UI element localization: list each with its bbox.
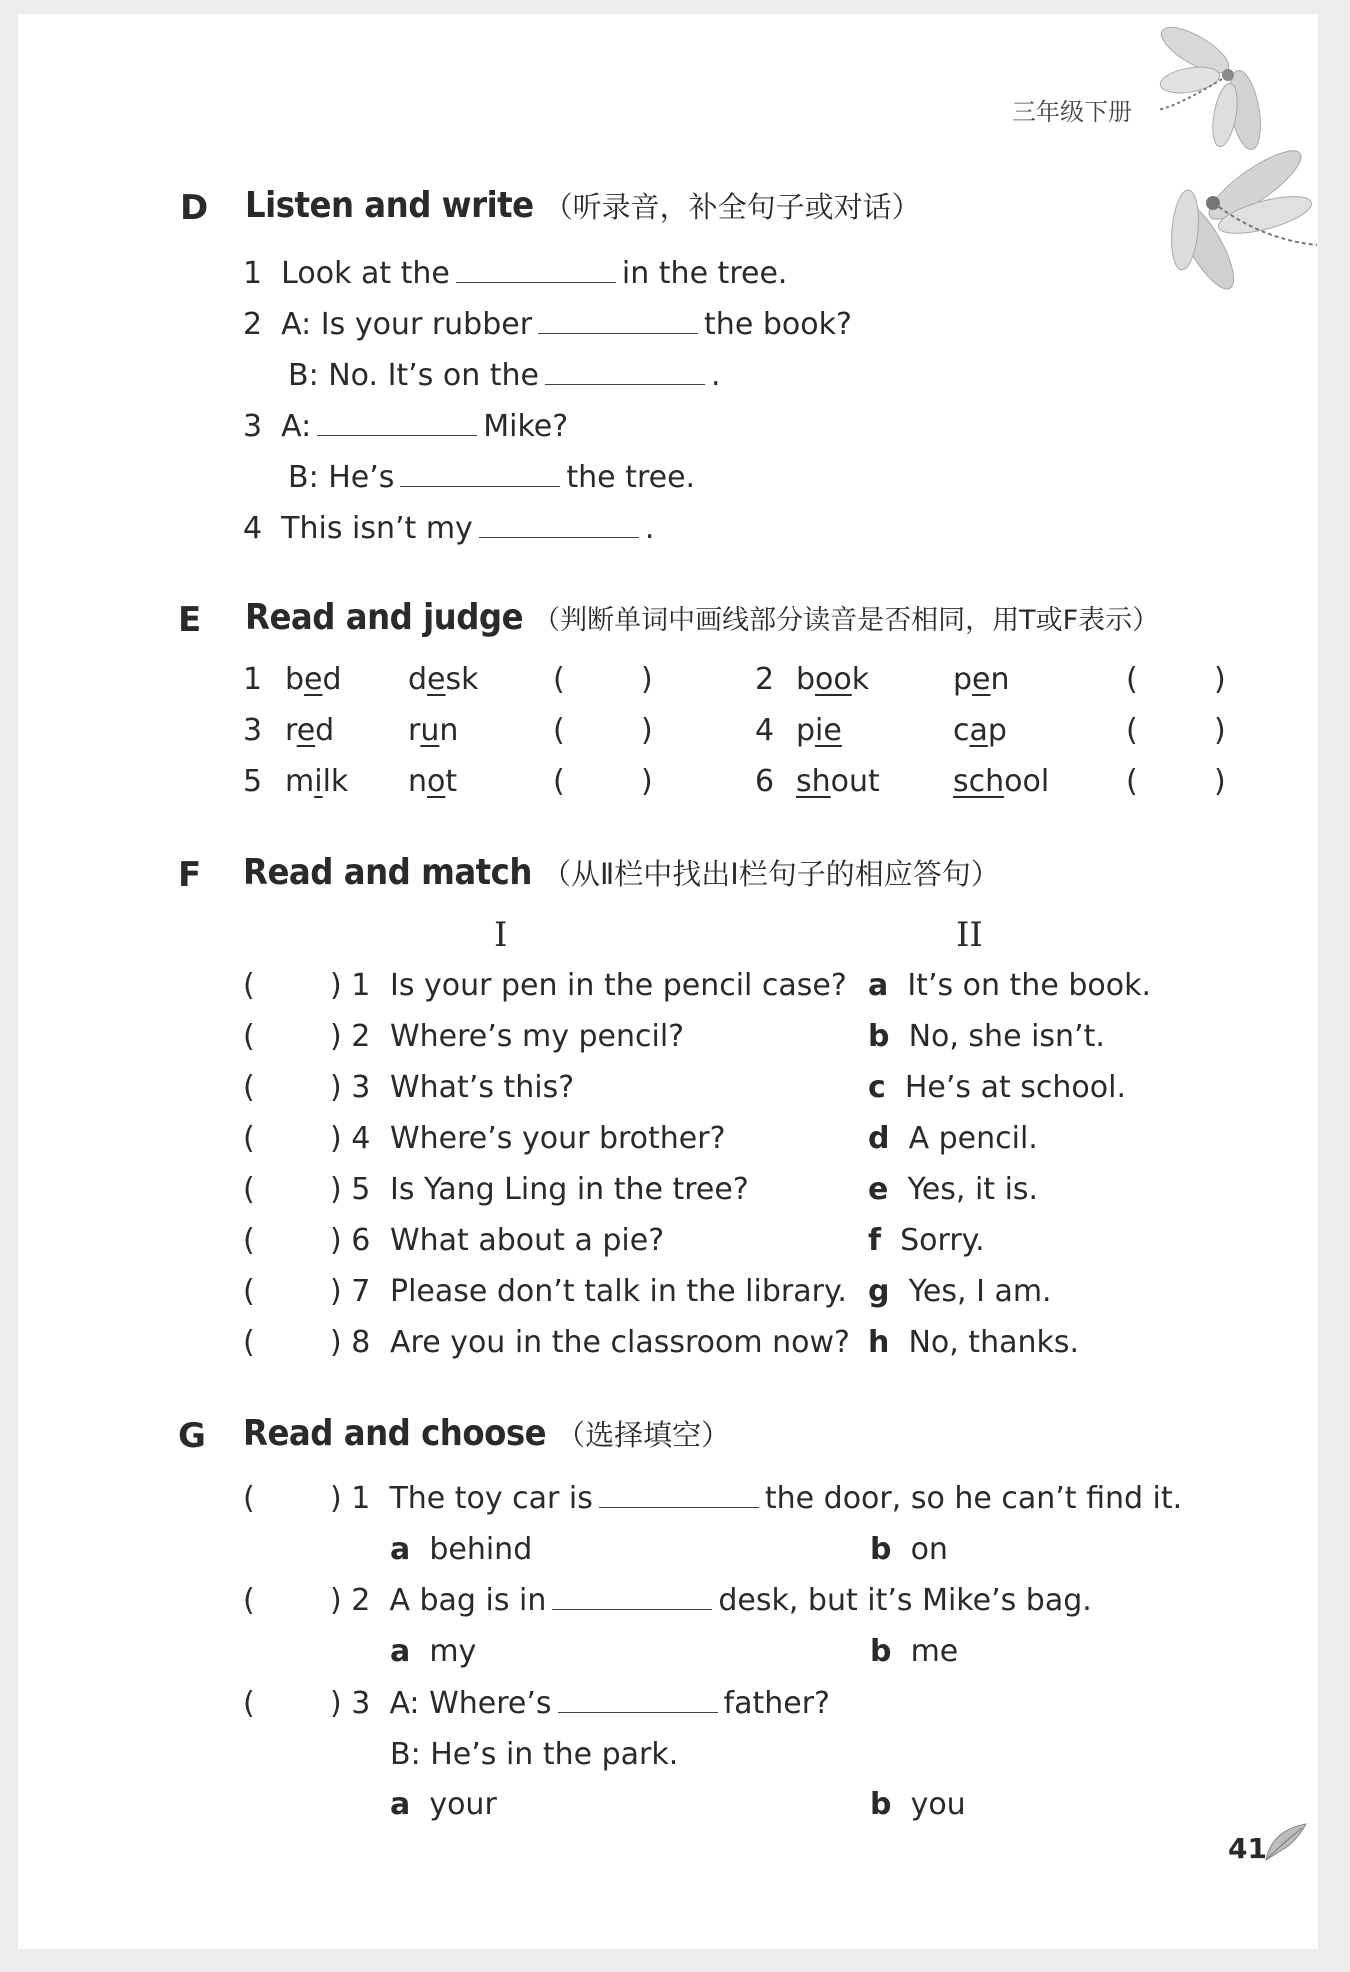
g-q3-line2: B: He’s in the park. (390, 1737, 679, 1772)
answer-blank[interactable] (400, 460, 560, 487)
item-number: 3 (351, 1686, 371, 1721)
option-text: my (429, 1634, 477, 1669)
answer-text: He’s at school. (904, 1070, 1126, 1105)
underlined-part: e (972, 662, 991, 697)
paren-close: ) (641, 662, 653, 697)
paren-open: ( (1126, 713, 1138, 748)
paren-open: ( (553, 764, 565, 799)
question-text: Please don’t talk in the library. (390, 1274, 847, 1309)
item-number: 2 (351, 1583, 371, 1618)
item-text: A: Where’s (389, 1686, 552, 1721)
word-part: n (990, 662, 1010, 697)
g-q3-option-b[interactable] (870, 1787, 966, 1822)
section-g-instruction: （选择填空） (556, 1418, 731, 1452)
judge-word-two (953, 713, 1007, 748)
match-answer-open[interactable] (243, 1274, 255, 1309)
underlined-part: sch (953, 764, 1005, 799)
item-number: 4 (755, 713, 775, 748)
underlined-part: o (427, 764, 446, 799)
answer-blank[interactable] (558, 1686, 718, 1713)
paren-open: ( (243, 1223, 255, 1258)
paren-close: ) (330, 1325, 342, 1360)
match-answer (868, 1223, 985, 1258)
match-answer-close[interactable] (330, 1019, 370, 1054)
answer-blank[interactable] (479, 511, 639, 538)
question-text: Is Yang Ling in the tree? (390, 1172, 749, 1207)
item-number: 3 (243, 713, 263, 748)
answer-blank[interactable] (545, 358, 705, 385)
answer-text: No, thanks. (908, 1325, 1080, 1360)
word-part: k (851, 662, 870, 697)
option-text: me (910, 1634, 959, 1669)
d-item-1 (243, 256, 787, 291)
judge-word-two (953, 764, 1049, 799)
paren-close: ) (1214, 713, 1226, 748)
match-answer-open[interactable] (243, 1325, 255, 1360)
answer-box-close[interactable] (1214, 713, 1226, 748)
question-text: Are you in the classroom now? (390, 1325, 850, 1360)
answer-paren-close[interactable]: ) (330, 1583, 342, 1618)
answer-blank[interactable] (538, 307, 698, 334)
paren-open: ( (1126, 662, 1138, 697)
judge-word-one (796, 713, 842, 748)
judge-item-number (755, 662, 774, 697)
match-question (390, 1223, 664, 1258)
item-text: the tree. (566, 460, 696, 495)
word-part: p (953, 662, 973, 697)
section-f-title: Read and match (243, 852, 532, 893)
dragonfly-side-illustration (1145, 145, 1325, 295)
d-item-3b (288, 460, 695, 495)
answer-paren-close[interactable]: ) (330, 1686, 342, 1721)
word-part: r (285, 713, 297, 748)
judge-word-two (953, 662, 1010, 697)
item-text: the book? (704, 307, 852, 342)
item-text: father? (723, 1686, 830, 1721)
paren-close: ) (1214, 764, 1226, 799)
paren-open: ( (243, 1121, 255, 1156)
answer-box-close[interactable] (1214, 662, 1226, 697)
paren-close: ) (330, 1019, 342, 1054)
g-q1-body (330, 1481, 1182, 1516)
word-part: p (987, 713, 1007, 748)
item-number: 5 (351, 1172, 371, 1207)
word-part: d (408, 662, 428, 697)
answer-box-close[interactable] (641, 713, 653, 748)
item-number: 1 (243, 256, 263, 291)
g-q3-body (330, 1686, 830, 1721)
underlined-part: ie (815, 713, 842, 748)
g-q1 (243, 1481, 255, 1516)
item-text: Look at the (281, 256, 450, 291)
judge-word-two (408, 764, 457, 799)
item-number: 4 (243, 511, 263, 546)
item-number: 5 (243, 764, 263, 799)
paren-close: ) (330, 1121, 342, 1156)
paren-close: ) (330, 1223, 342, 1258)
match-answer-open[interactable] (243, 1223, 255, 1258)
answer-letter: b (868, 1019, 890, 1054)
question-text: What’s this? (390, 1070, 575, 1105)
word-part: d (315, 713, 335, 748)
d-item-2a (243, 307, 852, 342)
answer-text: Yes, I am. (908, 1274, 1052, 1309)
section-e-heading (245, 597, 1159, 638)
section-g-heading (243, 1413, 730, 1454)
underlined-part: oo (815, 662, 852, 697)
word-part: lk (322, 764, 349, 799)
match-answer-open[interactable] (243, 968, 255, 1003)
underlined-part: e (304, 662, 323, 697)
column-two-heading: II (956, 915, 983, 955)
paren-open: ( (243, 968, 255, 1003)
answer-text: It’s on the book. (907, 968, 1151, 1003)
item-number: 1 (243, 662, 263, 697)
paren-close: ) (641, 713, 653, 748)
word-part: t (445, 764, 458, 799)
match-answer (868, 1325, 1079, 1360)
judge-word-one (285, 662, 342, 697)
section-e-instruction: （判断单词中画线部分读音是否相同，用T或F表示） (533, 605, 1160, 636)
item-text: the door, so he can’t find it. (764, 1481, 1183, 1516)
word-part: n (439, 713, 459, 748)
item-number: 3 (351, 1070, 371, 1105)
option-text: behind (429, 1532, 533, 1567)
item-number: 7 (351, 1274, 371, 1309)
g-q1-option-b[interactable] (870, 1532, 948, 1567)
match-answer (868, 1172, 1038, 1207)
word-part: p (796, 713, 816, 748)
answer-box-close[interactable] (641, 662, 653, 697)
match-question (390, 968, 847, 1003)
item-text: in the tree. (621, 256, 788, 291)
answer-blank[interactable] (599, 1481, 759, 1508)
option-text: your (429, 1787, 497, 1822)
item-number: 1 (351, 1481, 371, 1516)
paren-open: ( (553, 713, 565, 748)
section-f-letter: F (178, 855, 202, 895)
match-answer-open[interactable] (243, 1070, 255, 1105)
match-answer (868, 1070, 1126, 1105)
item-number: 4 (351, 1121, 371, 1156)
answer-text: No, she isn’t. (908, 1019, 1105, 1054)
item-text: The toy car is (389, 1481, 593, 1516)
item-number: 3 (243, 409, 263, 444)
section-d-instruction: （听录音，补全句子或对话） (543, 190, 921, 224)
answer-blank[interactable] (317, 409, 477, 436)
section-e-title: Read and judge (245, 597, 524, 638)
section-f-heading (243, 852, 1000, 893)
underlined-part: u (420, 713, 440, 748)
answer-letter: e (868, 1172, 889, 1207)
word-part: sk (445, 662, 479, 697)
word-part: out (830, 764, 880, 799)
word-part: r (408, 713, 421, 748)
item-text: A: (281, 409, 312, 444)
answer-blank[interactable] (552, 1583, 712, 1610)
dragonfly-top-illustration (1150, 15, 1280, 155)
answer-text: A pencil. (908, 1121, 1038, 1156)
match-answer-open[interactable] (243, 1019, 255, 1054)
match-answer (868, 1019, 1105, 1054)
option-letter: a (390, 1634, 411, 1669)
underlined-part: i (314, 764, 323, 799)
match-question (390, 1019, 684, 1054)
item-text: A: Is your rubber (281, 307, 533, 342)
section-g-letter: G (178, 1416, 206, 1456)
word-part: ool (1004, 764, 1050, 799)
item-number: 1 (351, 968, 371, 1003)
paren-open: ( (243, 1172, 255, 1207)
item-text: . (711, 358, 721, 393)
option-text: on (910, 1532, 948, 1567)
paren-close: ) (330, 1274, 342, 1309)
section-d-heading (245, 185, 921, 226)
answer-box-open[interactable] (1126, 662, 1138, 697)
judge-item-number (755, 713, 774, 748)
underlined-part: e (296, 713, 316, 748)
judge-word-two (408, 662, 479, 697)
paren-open: ( (1126, 764, 1138, 799)
judge-word-one (285, 764, 348, 799)
judge-word-one (796, 764, 880, 799)
answer-text: Yes, it is. (907, 1172, 1039, 1207)
judge-word-two (408, 713, 458, 748)
match-answer-close[interactable] (330, 1325, 370, 1360)
section-d-letter: D (180, 188, 209, 228)
column-one-heading: I (494, 915, 508, 955)
word-part: b (285, 662, 305, 697)
match-question (390, 1121, 726, 1156)
option-letter: b (870, 1532, 892, 1567)
paren-open: ( (243, 1325, 255, 1360)
answer-letter: a (868, 968, 889, 1003)
match-answer-close[interactable] (330, 1274, 370, 1309)
match-question (390, 1070, 574, 1105)
match-answer (868, 968, 1151, 1003)
answer-paren-close[interactable]: ) (330, 1481, 342, 1516)
match-answer-close[interactable] (330, 1172, 370, 1207)
match-answer-close[interactable] (330, 1070, 370, 1105)
judge-word-one (796, 662, 869, 697)
underlined-part: a (969, 713, 988, 748)
item-text: This isn’t my (281, 511, 473, 546)
g-q2 (243, 1583, 255, 1618)
match-question (390, 1172, 749, 1207)
answer-letter: d (868, 1121, 890, 1156)
d-item-2b (288, 358, 721, 393)
paren-open: ( (553, 662, 565, 697)
paren-close: ) (1214, 662, 1226, 697)
item-text: B: He’s (288, 460, 395, 495)
item-text: Mike? (483, 409, 569, 444)
answer-blank[interactable] (456, 256, 616, 283)
option-letter: b (870, 1787, 892, 1822)
page-number: 41 (1228, 1832, 1267, 1865)
section-e-letter: E (178, 600, 202, 640)
option-letter: a (390, 1532, 411, 1567)
match-answer (868, 1121, 1038, 1156)
item-number: 2 (243, 307, 263, 342)
question-text: Where’s my pencil? (390, 1019, 685, 1054)
answer-paren-open[interactable]: ( (243, 1583, 255, 1618)
answer-letter: h (868, 1325, 890, 1360)
d-item-3a (243, 409, 568, 444)
answer-text: Sorry. (900, 1223, 985, 1258)
underlined-part: e (427, 662, 446, 697)
item-number: 2 (351, 1019, 371, 1054)
item-number: 6 (755, 764, 775, 799)
answer-box-close[interactable] (1214, 764, 1226, 799)
word-part: d (322, 662, 342, 697)
g-q2-option-a[interactable] (390, 1634, 476, 1669)
underlined-part: sh (796, 764, 831, 799)
answer-box-close[interactable] (641, 764, 653, 799)
judge-item-number (243, 764, 262, 799)
item-text: desk, but it’s Mike’s bag. (718, 1583, 1092, 1618)
option-letter: b (870, 1634, 892, 1669)
section-g-title: Read and choose (243, 1413, 547, 1454)
g-q2-option-b[interactable] (870, 1634, 958, 1669)
match-answer-close[interactable] (330, 1223, 370, 1258)
word-part: m (285, 764, 315, 799)
item-text: A bag is in (389, 1583, 547, 1618)
option-letter: a (390, 1787, 411, 1822)
match-question (390, 1325, 850, 1360)
answer-box-open[interactable] (1126, 713, 1138, 748)
answer-box-open[interactable] (1126, 764, 1138, 799)
judge-item-number (243, 662, 262, 697)
grade-label: 三年级下册 (1012, 98, 1132, 126)
match-answer-open[interactable] (243, 1121, 255, 1156)
judge-item-number (243, 713, 262, 748)
answer-paren-open[interactable]: ( (243, 1481, 255, 1516)
section-d-title: Listen and write (245, 185, 534, 226)
word-part: c (953, 713, 970, 748)
word-part: b (796, 662, 816, 697)
match-answer-close[interactable] (330, 1121, 370, 1156)
item-number: 6 (351, 1223, 371, 1258)
answer-letter: f (868, 1223, 882, 1258)
g-q1-option-a[interactable] (390, 1532, 532, 1567)
g-q3 (243, 1686, 255, 1721)
answer-letter: g (868, 1274, 890, 1309)
question-text: What about a pie? (390, 1223, 665, 1258)
paren-close: ) (641, 764, 653, 799)
paren-close: ) (330, 968, 342, 1003)
g-q2-body (330, 1583, 1092, 1618)
item-number: 2 (755, 662, 775, 697)
match-answer-close[interactable] (330, 968, 370, 1003)
match-question (390, 1274, 847, 1309)
option-text: you (910, 1787, 966, 1822)
match-answer (868, 1274, 1052, 1309)
judge-item-number (755, 764, 774, 799)
item-text: B: No. It’s on the (288, 358, 540, 393)
item-number: 8 (351, 1325, 371, 1360)
paren-open: ( (243, 1070, 255, 1105)
g-q3-option-a[interactable] (390, 1787, 497, 1822)
answer-box-open[interactable] (553, 713, 565, 748)
answer-letter: c (868, 1070, 886, 1105)
answer-paren-open[interactable]: ( (243, 1686, 255, 1721)
match-answer-open[interactable] (243, 1172, 255, 1207)
judge-word-one (285, 713, 334, 748)
paren-close: ) (330, 1070, 342, 1105)
answer-box-open[interactable] (553, 662, 565, 697)
question-text: Where’s your brother? (390, 1121, 726, 1156)
section-f-instruction: （从Ⅱ栏中找出Ⅰ栏句子的相应答句） (541, 857, 1000, 891)
paren-open: ( (243, 1019, 255, 1054)
question-text: Is your pen in the pencil case? (390, 968, 847, 1003)
paren-close: ) (330, 1172, 342, 1207)
paren-open: ( (243, 1274, 255, 1309)
item-text: . (644, 511, 655, 546)
word-part: n (408, 764, 428, 799)
leaf-icon (1262, 1820, 1312, 1865)
d-item-4 (243, 511, 654, 546)
answer-box-open[interactable] (553, 764, 565, 799)
